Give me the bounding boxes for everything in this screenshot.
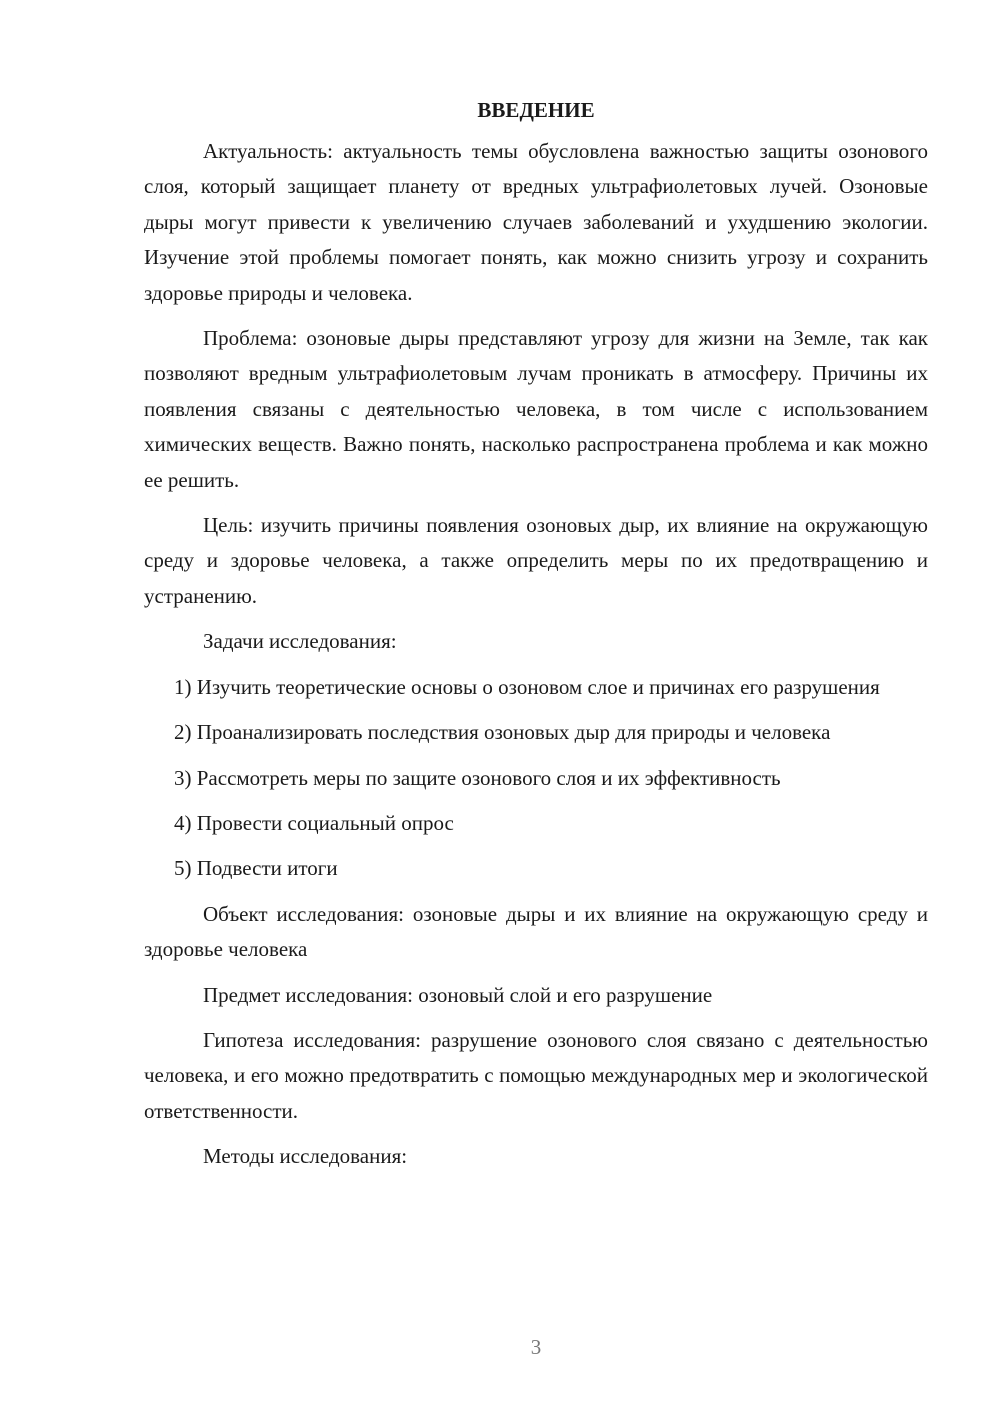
page-content bbox=[144, 92, 928, 1185]
task-item-5: 5) Подвести итоги bbox=[174, 856, 338, 881]
paragraph-tasks-intro: Задачи исследования: bbox=[203, 629, 397, 654]
paragraph-object: Объект исследования: озоновые дыры и их влияние на окружающую среду и здоровье человека bbox=[144, 901, 928, 962]
paragraph-relevance: Актуальность: актуальность темы обусловлена важностью защиты озонового слоя, который защищает планету от вредных ультрафиолетовых лучей. Озоновые дыры могут привести к увеличению случаев заболеваний и ухудшению экологии. Изучение этой проблемы помогает понять, как можно снизить угрозу и сохранить здоровье природы и человека. bbox=[144, 139, 928, 305]
task-item-4: 4) Провести социальный опрос bbox=[174, 810, 454, 835]
task-item-2: 2) Проанализировать последствия озоновых дыр для природы и человека bbox=[174, 720, 831, 745]
task-item-1: 1) Изучить теоретические основы о озоновом слое и причинах его разрушения bbox=[174, 674, 880, 699]
page-number: 3 bbox=[530, 1335, 542, 1359]
paragraph-hypothesis: Гипотеза исследования: разрушение озонового слоя связано с деятельностью человека, и его можно предотвратить с помощью международных мер и экологической ответственности. bbox=[144, 1027, 928, 1123]
paragraph-goal: Цель: изучить причины появления озоновых дыр, их влияние на окружающую среду и здоровье человека, а также определить меры по их предотвращению и устранению. bbox=[144, 513, 928, 608]
paragraph-subject: Предмет исследования: озоновый слой и его разрушение bbox=[203, 982, 713, 1007]
task-item-3: 3) Рассмотреть меры по защите озонового слоя и их эффективность bbox=[174, 765, 781, 790]
section-heading: ВВЕДЕНИЕ bbox=[477, 98, 595, 122]
paragraph-methods: Методы исследования: bbox=[203, 1144, 408, 1169]
paragraph-problem: Проблема: озоновые дыры представляют угрозу для жизни на Земле, так как позволяют вредным ультрафиолетовым лучам проникать в атмосферу. Причины их появления связаны с деятельностью человека, в том числе с использованием химических веществ. Важно понять, насколько распространена проблема и как можно ее решить. bbox=[144, 326, 928, 492]
